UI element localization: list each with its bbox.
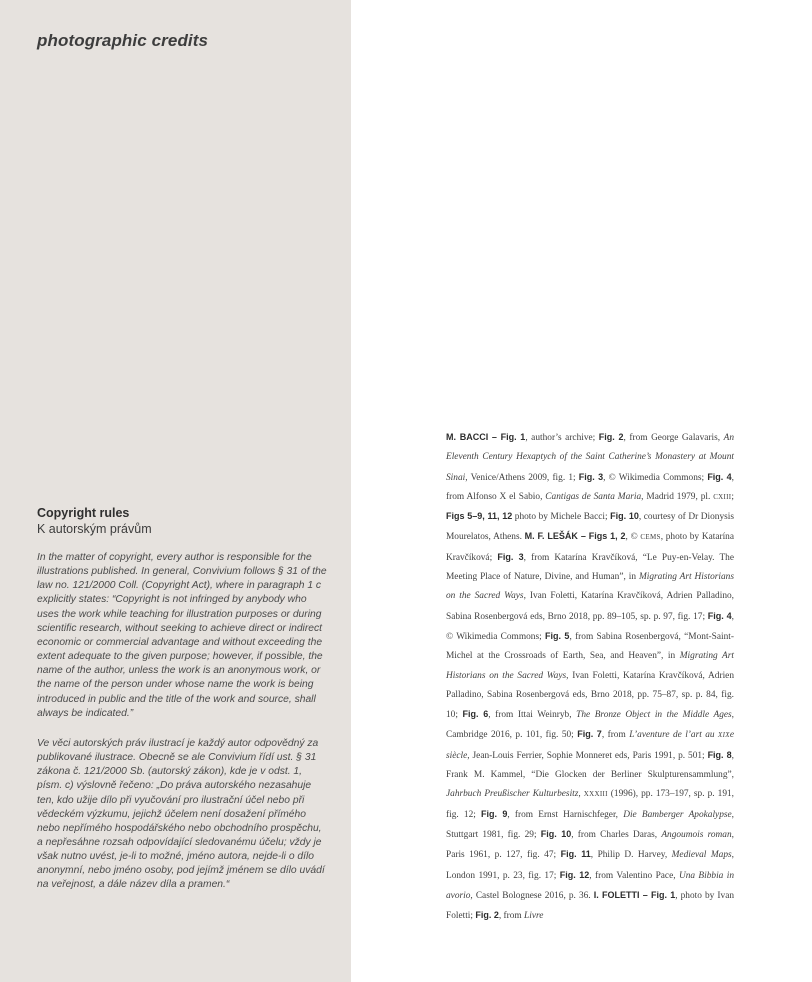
figure-ref: Fig. 1 [650, 889, 676, 900]
figure-ref: Fig. 2 [598, 432, 624, 442]
credits-paragraph: M. BACCI – Fig. 1, author’s archive; Fig. 2, from George Galavaris, An Eleventh Century Hexaptych of the Saint Catherine’s Monastery at Mount Sinai, Venice/Athens 2009, fig. 1; Fig. 3, © Wikimedia Commons; Fig. 4, from Alfonso X el Sabio, Cantigas de Santa Maria, Madrid 1979, pl. cxiii; Figs 5–9, 11, 12 photo by Michele Bacci; Fig. 10, courtesy of Dr Dionysis Mourelatos, Athens. M. F. LEŠÁK – Figs 1, 2, © cems, photo by Katarína Kravčíková; Fig. 3, from Katarína Kravčíková, “Le Puy-en-Velay. The Meeting Place of Nature, Divine, and Human”, in Migrating Art Historians on the Sacred Ways, Ivan Foletti, Katarína Kravčíková, Adrien Palladino, Sabina Rosenbergová eds, Brno 2018, pp. 89–105, sp. p. 97, fig. 17; Fig. 4, © Wikimedia Commons; Fig. 5, from Sabina Rosenbergová, “Mont-Saint-Michel at the Crossroads of Earth, Sea, and Heaven”, in Migrating Art Historians on the Sacred Ways, Ivan Foletti, Katarína Kravčíková, Adrien Palladino, Sabina Rosenbergová eds, Brno 2018, pp. 75–87, sp. p. 84, fig. 10; Fig. 6, from Ittai Weinryb, The Bronze Object in the Middle Ages, Cambridge 2016, p. 101, fig. 50; Fig. 7, from L’aventure de l’art au xixe siècle, Jean-Louis Ferrier, Sophie Monneret eds, Paris 1991, p. 501; Fig. 8, Frank M. Kammel, “Die Glocken der Berliner Skulpturensammlung”, Jahrbuch Preußischer Kulturbesitz, xxxiii (1996), pp. 173–197, sp. p. 191, fig. 12; Fig. 9, from Ernst Harnischfeger, Die Bamberger Apokalypse, Stuttgart 1981, fig. 29; Fig. 10, from Charles Daras, Angoumois roman, Paris 1961, p. 127, fig. 47; Fig. 11, Philip D. Harvey, Medieval Maps, London 1991, p. 23, fig. 17; Fig. 12, from Valentino Pace, Una Bibbia in avorio, Castel Bolognese 2016, p. 36. I. FOLETTI – Fig. 1, photo by Ivan Foletti; Fig. 2, from Livre [446, 432, 735, 922]
figure-ref: Fig. 11 [560, 849, 591, 860]
work-title: Cantigas de Santa Maria [545, 491, 642, 502]
credit-author: M. BACCI [446, 432, 489, 442]
credit-author: M. F. LEŠÁK [524, 531, 578, 542]
copyright-subtitle: K autorským právům [37, 522, 152, 536]
figure-ref: Fig. 8 [707, 749, 732, 760]
figure-ref: Fig. 6 [462, 709, 489, 720]
figure-ref: Fig. 1 [500, 432, 526, 442]
work-title: The Bronze Object in the Middle Ages [576, 710, 732, 721]
figure-ref: Fig. 4 [707, 471, 732, 482]
figure-ref: Fig. 5 [544, 630, 570, 641]
figure-ref: Fig. 2 [475, 910, 499, 921]
work-title: An Eleventh Century Hexaptych of the Saint Catherine’s Monastery at Mount Sinai [446, 433, 734, 483]
work-title: Migrating Art Historians on the Sacred Ways [446, 651, 734, 681]
copyright-text-czech: Ve věci autorských práv ilustrací je každý autor odpovědný za publikované ilustrace. Obecně se ale Convivium řídí ust. § 31 zákona č. 121/2000 Sb. (autorský zákon), kde je v odst. 1, písm. c) výslovně řečeno: „Do práva autorského nezasahuje ten, kdo užije dílo při vyučování pro ilustrační účel nebo při vědeckém výzkumu, jejichž účelem není dosažení přímého nebo nepřímého hospodářského nebo obchodního prospěchu, a nepřesáhne rozsah odpovídající sledovanému účelu; vždy je však nutno uvést, je-li to možné, jméno autora, nejde-li o dílo anonymní, nebo jméno osoby, pod jejímž jménem se dílo uvádí na veřejnost, a dále název díla a pramen.“ [37, 737, 325, 891]
work-title: L’aventure de l’art au xixe siècle [446, 730, 734, 761]
figure-ref: Fig. 9 [481, 808, 508, 819]
left-panel [0, 0, 351, 982]
work-title: Livre [524, 911, 544, 922]
figure-ref: Fig. 10 [540, 828, 572, 839]
figure-ref: Figs 5–9, 11, 12 [446, 511, 513, 522]
figure-ref: Fig. 12 [559, 869, 590, 880]
section-heading: photographic credits [37, 31, 209, 50]
copyright-title: Copyright rules [37, 506, 130, 520]
copyright-text-english: In the matter of copyright, every author is responsible for the illustrations published. In general, Convivium follows § 31 of the law no. 121/2000 Coll. (Copyright Act), where in paragraph 1 c explicitly states: “Copyright is not infringed by anybody who uses the work while teaching for illustration purposes or during scientific research, without seeking to achieve direct or indirect economic or commercial advantage and without exceeding the extent adequate to the given purpose; however, if possible, the name of the author, unless the work is an anonymous work, or the name of the person under whose name the work is being introduced in public and the title of the work and source, shall always be indicated.” [37, 552, 327, 719]
work-title: Angoumois roman [661, 829, 732, 840]
figure-ref: Fig. 10 [610, 511, 639, 522]
figure-ref: Fig. 7 [577, 729, 602, 740]
figure-ref: Figs 1, 2 [588, 531, 626, 542]
work-title: Una Bibbia in avorio [446, 870, 734, 901]
work-title: Medieval Maps [671, 850, 732, 861]
figure-ref: Fig. 3 [578, 471, 604, 482]
copyright-block [37, 505, 327, 909]
figure-ref: Fig. 4 [707, 610, 732, 621]
credit-author: I. FOLETTI [593, 889, 640, 900]
work-title: Jahrbuch Preußischer Kulturbesitz [446, 789, 579, 800]
work-title: Die Bamberger Apokalypse [623, 809, 732, 820]
figure-ref: Fig. 3 [497, 551, 524, 562]
work-title: Migrating Art Historians on the Sacred Ways [446, 572, 734, 602]
